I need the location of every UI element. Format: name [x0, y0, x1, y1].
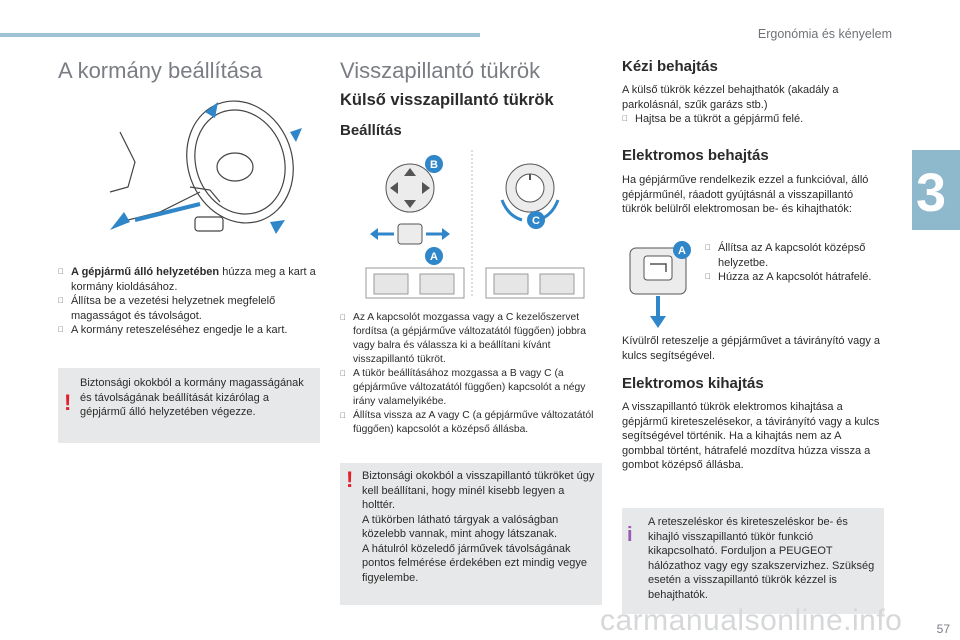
label-b: B: [430, 159, 438, 171]
top-accent-bar: [0, 33, 480, 37]
electric-fold-text: Ha gépjárműve rendelkezik ezzel a funkcióval, álló gépjárműnél, ráadott gyújtásnál a visszapillantó tükrök belülről elektromosan be- és kihajthatók:: [622, 174, 869, 215]
label-a-fold: A: [678, 245, 686, 257]
watermark: carmanualsonline.info: [600, 604, 903, 637]
manual-fold-bullet: Hajtsa be a tükröt a gépjármű felé.: [635, 113, 804, 125]
info-icon: i: [627, 524, 633, 546]
steering-wheel-illustration: [90, 92, 320, 247]
chapter-number: 3: [916, 163, 947, 223]
adjust-heading: Beállítás: [340, 122, 402, 139]
mirror-bullet-2: A tükör beállításához mozgassa a B vagy C (a gépjárműve változatától függően) kapcsolót a négy irány valamelyikébe.: [353, 368, 586, 407]
steering-bullet-3: A kormány reteszeléséhez engedje le a kart.: [71, 324, 288, 336]
steering-bullet-2: Állítsa be a vezetési helyzetnek megfelelő magasságot és távolságot.: [71, 295, 276, 322]
manual-fold-section: [622, 83, 884, 127]
mirrors-title: Visszapillantó tükrök: [340, 58, 541, 83]
fold-bullet-2: Húzza az A kapcsolót hátrafelé.: [718, 271, 872, 283]
mirror-bullet-3: Állítsa vissza az A vagy C (a gépjárműve változatától függően) kapcsolót a középső állásba.: [353, 410, 594, 435]
label-c: C: [532, 215, 540, 227]
warning-icon: !: [64, 390, 72, 415]
mirror-bullet-1: Az A kapcsolót mozgassa vagy a C kezelőszervet fordítsa (a gépjárműve változatától függően) jobbra vagy balra és válassza ki a beállítani kívánt visszapillantó tükröt.: [353, 312, 586, 365]
steering-warning-text: Biztonsági okokból a kormány magasságának és távolságának beállítását kizárólag a gépjármű álló helyzetében végezze.: [80, 377, 304, 418]
manual-fold-heading: Kézi behajtás: [622, 58, 718, 75]
fold-bullet-1: Állítsa az A kapcsolót középső helyzetbe.: [718, 242, 866, 269]
mirror-adjust-instructions: [340, 311, 602, 437]
label-a: A: [430, 251, 438, 263]
steering-instructions: [58, 265, 323, 338]
mirrors-subtitle: Külső visszapillantó tükrök: [340, 91, 554, 109]
chapter-tab: [912, 150, 960, 230]
remote-lock-text: Kívülről reteszelje a gépjárművet a távirányító vagy a kulcs segítségével.: [622, 335, 881, 362]
info-box: [622, 508, 884, 614]
info-text: A reteszeléskor és kireteszeléskor be- és kihajló visszapillantó tükör funkció kikapcsolható. Forduljon a PEUGEOT hálózathoz vagy egy szakszervizhez. Szükség esetén a visszapillantó tükrök kézzel is behajthatók.: [648, 516, 875, 601]
warning-icon: !: [346, 467, 354, 492]
fold-switch-illustration: [620, 238, 700, 330]
steering-title: A kormány beállítása: [58, 58, 263, 83]
electric-unfold-text: A visszapillantó tükrök elektromos kihajtása a gépjármű kireteszelésekor, a távirányító vagy a kulcs segítségével történik. Ha a kihajtás nem az A gombbal történt, hátrafelé mozdítva húzza vissza a gombot középső állásba.: [622, 401, 880, 471]
electric-fold-heading: Elektromos behajtás: [622, 147, 769, 164]
page-number: 57: [936, 622, 950, 636]
section-label: Ergonómia és kényelem: [757, 27, 892, 41]
electric-unfold-heading: Elektromos kihajtás: [622, 375, 764, 392]
mirror-controls-illustration: [360, 150, 590, 300]
mirrors-warning-text: Biztonsági okokból a visszapillantó tükröket úgy kell beállítani, hogy minél kisebb legyen a holttér. A tükörben látható tárgyak a valóságban közelebb vannak, mint ahogy látszanak. A hátulról közeledő járművek távolságának pontos felmérése érdekében ezt mindig vegye figyelembe.: [362, 470, 595, 584]
mirrors-warning-box: [340, 463, 602, 605]
steering-bullet-1: A gépjármű álló helyzetében húzza meg a kart a kormány kioldásához.: [71, 266, 316, 293]
electric-fold-steps: [705, 241, 885, 285]
steering-warning-box: [58, 368, 320, 443]
manual-fold-text: A külső tükrök kézzel behajthatók (akadály a parkolásnál, szűk garázs stb.): [622, 84, 839, 111]
